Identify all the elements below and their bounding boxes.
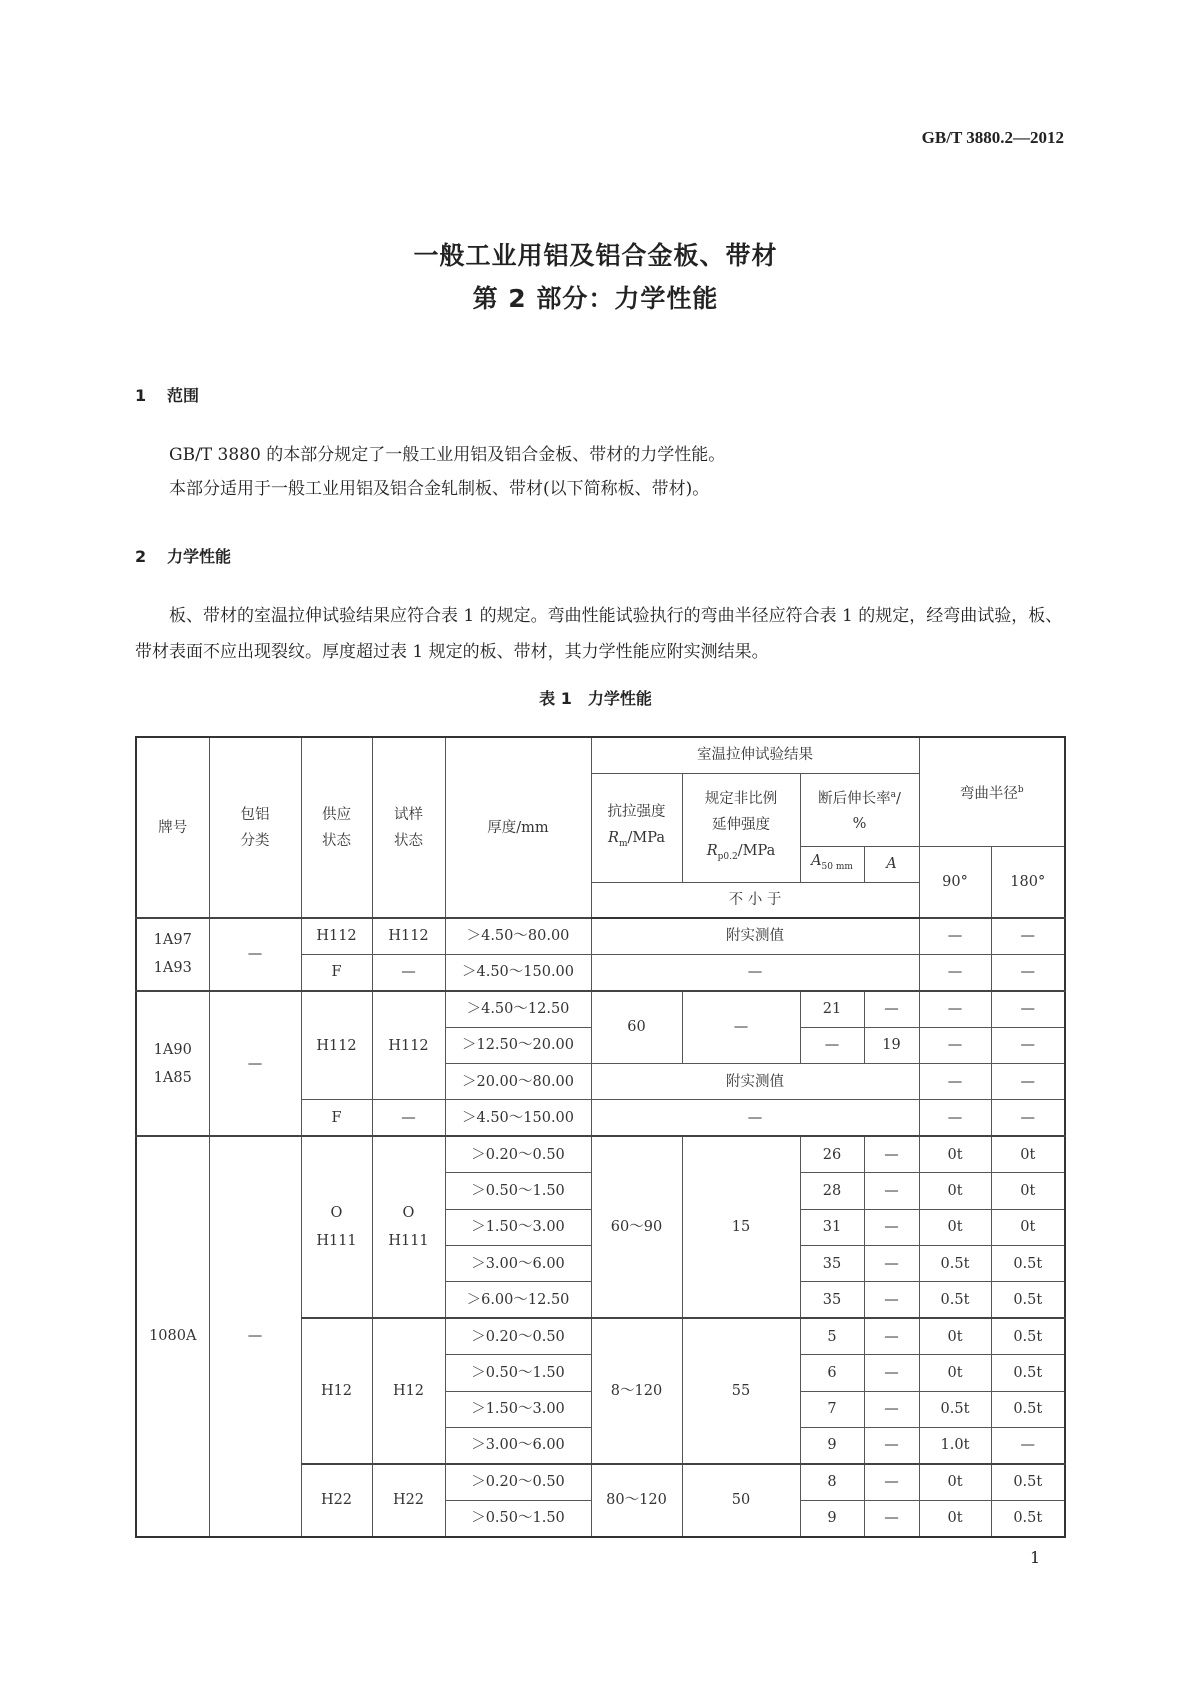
table-cell: 8 [800,1464,864,1500]
table-cell: F [301,954,372,990]
mechanical-properties-table [135,736,1066,1538]
table-cell: ＞0.50～1.50 [445,1500,591,1536]
table-cell: 0t [991,1209,1065,1245]
table-number: 表 1 [539,689,572,708]
header-specimen-temper: 试样 状态 [372,737,445,918]
table-cell: 50 [682,1464,800,1537]
header-tensile-results: 室温拉伸试验结果 [591,737,919,773]
header-supply-temper: 供应 状态 [301,737,372,918]
table-cell: 35 [800,1282,864,1318]
table-cell: H12 [372,1318,445,1464]
table-cell: 1A90 1A85 [136,991,209,1137]
header-yield-strength [682,773,800,882]
table-cell: — [591,954,919,990]
document-subtitle: 第 2 部分：力学性能 [472,284,719,313]
table-cell: ＞0.50～1.50 [445,1173,591,1209]
table-cell: ＞0.20～0.50 [445,1136,591,1172]
table-cell: 28 [800,1173,864,1209]
table-cell: 8～120 [591,1318,682,1464]
table-cell: H112 [301,918,372,954]
table-cell: — [864,991,919,1027]
table-cell: 0t [919,1500,991,1536]
table-cell: 0t [919,1464,991,1500]
section-number: 1 [135,386,147,405]
table-cell: 35 [800,1246,864,1282]
table-cell: 26 [800,1136,864,1172]
table-row [136,918,1065,954]
table-cell: H112 [372,918,445,954]
rp-symbol: R [706,842,718,859]
table-cell: 60 [591,991,682,1064]
table-cell: 60～90 [591,1136,682,1318]
table-cell: 0t [919,1136,991,1172]
rp-subscript: p0.2 [717,851,738,862]
table-cell: 0.5t [919,1391,991,1427]
section-heading-mechanical [135,544,231,567]
table-cell: ＞0.20～0.50 [445,1318,591,1354]
table-cell: 0.5t [991,1282,1065,1318]
table-cell: 0t [919,1173,991,1209]
table-cell: ＞0.20～0.50 [445,1464,591,1500]
table-cell: — [919,991,991,1027]
table-cell: — [864,1246,919,1282]
page-number: 1 [1030,1548,1041,1567]
table-cell: 0.5t [919,1282,991,1318]
table-title: 力学性能 [587,689,652,708]
table-cell: 附实测值 [591,1064,919,1100]
table-cell: ＞3.00～6.00 [445,1246,591,1282]
table-cell: — [919,918,991,954]
table-cell: ＞0.50～1.50 [445,1355,591,1391]
table-cell: — [864,1209,919,1245]
table-cell: 0.5t [991,1391,1065,1427]
table-cell: H22 [372,1464,445,1537]
table-cell: — [864,1427,919,1463]
table-cell: H12 [301,1318,372,1464]
table-cell: — [991,1427,1065,1463]
table-cell: — [864,1500,919,1536]
document-title: 一般工业用铝及铝合金板、带材 [413,241,778,270]
table-cell: — [991,1100,1065,1136]
table-cell: O H111 [372,1136,445,1318]
table-cell: 9 [800,1427,864,1463]
table-cell: 0t [919,1318,991,1354]
table-cell: 1.0t [919,1427,991,1463]
a50-subscript: 50 mm [821,861,853,872]
elong-unit: / % [852,790,901,833]
table-row [136,1136,1065,1172]
header-grade: 牌号 [136,737,209,918]
table-cell: 1A97 1A93 [136,918,209,991]
table-cell: H112 [301,991,372,1100]
section-heading-scope [135,383,199,406]
footnote-a: a [890,789,896,800]
rm-symbol: R [608,829,619,846]
table-cell: ＞4.50～150.00 [445,1100,591,1136]
table-cell: 15 [682,1136,800,1318]
table-cell: — [209,1136,301,1536]
table-cell: 9 [800,1500,864,1536]
table-cell: ＞1.50～3.00 [445,1209,591,1245]
table-cell: 0.5t [991,1318,1065,1354]
table-cell: ＞4.50～12.50 [445,991,591,1027]
rp-unit: /MPa [737,842,776,859]
table-cell: 0.5t [991,1464,1065,1500]
table-cell: — [864,1464,919,1500]
table-cell: — [682,991,800,1064]
table-cell: — [372,954,445,990]
table-cell: ＞6.00～12.50 [445,1282,591,1318]
paragraph: 板、带材的室温拉伸试验结果应符合表 1 的规定。弯曲性能试验执行的弯曲半径应符合表 1 的规定，经弯曲试验，板、带材表面不应出现裂纹。厚度超过表 1 规定的板、带材，其力学性能应附实测结果。 [135,606,1063,662]
rp-label: 规定非比例 延伸强度 [704,790,778,833]
table-cell: 1080A [136,1136,209,1536]
table-cell: — [864,1173,919,1209]
table-cell: ＞1.50～3.00 [445,1391,591,1427]
table-cell: — [864,1136,919,1172]
table-cell: O H111 [301,1136,372,1318]
table-cell: — [209,918,301,991]
table-cell: 0.5t [919,1246,991,1282]
section-title: 力学性能 [167,547,232,566]
table-cell: — [864,1391,919,1427]
table-cell: — [919,1100,991,1136]
section-number: 2 [135,547,147,566]
standard-code: GB/T 3880.2—2012 [921,128,1064,147]
table-cell: 80～120 [591,1464,682,1537]
bend-label: 弯曲半径 [959,785,1018,802]
a-symbol: A [886,856,897,872]
table-cell: 0t [991,1136,1065,1172]
rm-label: 抗拉强度 [607,803,666,820]
table-cell: — [864,1355,919,1391]
table-cell: — [864,1282,919,1318]
header-thickness: 厚度/mm [445,737,591,918]
footnote-b: b [1017,784,1024,795]
table-cell: 55 [682,1318,800,1464]
table-cell: 21 [800,991,864,1027]
section-title: 范围 [167,386,200,405]
header-tensile-strength [591,773,682,882]
header-180deg: 180° [991,846,1065,918]
table-cell: 0t [919,1355,991,1391]
table-cell: — [800,1027,864,1063]
table-cell: — [991,1064,1065,1100]
table-cell: — [372,1100,445,1136]
table-cell: — [919,1027,991,1063]
table-cell: H22 [301,1464,372,1537]
table-cell: — [991,918,1065,954]
table-cell: 7 [800,1391,864,1427]
header-min-note: 不 小 于 [591,882,919,918]
table-cell: — [919,1064,991,1100]
table-cell: 附实测值 [591,918,919,954]
table-cell: — [991,991,1065,1027]
rm-subscript: m [618,838,628,849]
paragraph: 本部分适用于一般工业用铝及铝合金轧制板、带材(以下简称板、带材)。 [169,479,710,499]
table-cell: — [209,991,301,1137]
table-cell: 0.5t [991,1500,1065,1536]
table-cell: — [991,1027,1065,1063]
header-a [864,846,919,882]
table-cell: — [591,1100,919,1136]
header-elongation [800,773,919,846]
a50-symbol: A [811,853,822,870]
header-cladding: 包铝 分类 [209,737,301,918]
table-cell: ＞4.50～150.00 [445,954,591,990]
table-cell: H112 [372,991,445,1100]
table-cell: 19 [864,1027,919,1063]
table-caption [0,686,1191,709]
table-cell: ＞4.50～80.00 [445,918,591,954]
table-cell: 0t [919,1209,991,1245]
table-cell: — [991,954,1065,990]
table-cell: — [919,954,991,990]
table-cell: 0t [991,1173,1065,1209]
header-90deg: 90° [919,846,991,918]
table-cell: 6 [800,1355,864,1391]
table-cell: F [301,1100,372,1136]
table-cell: 31 [800,1209,864,1245]
table-body [136,918,1065,1537]
table-row [136,991,1065,1027]
table-cell: 0.5t [991,1246,1065,1282]
table-cell: ＞12.50～20.00 [445,1027,591,1063]
table-cell: — [864,1318,919,1354]
paragraph: GB/T 3880 的本部分规定了一般工业用铝及铝合金板、带材的力学性能。 [169,445,726,465]
table-cell: 0.5t [991,1355,1065,1391]
table-cell: ＞20.00～80.00 [445,1064,591,1100]
elong-label: 断后伸长率 [818,790,891,807]
table-cell: ＞3.00～6.00 [445,1427,591,1463]
header-a50 [800,846,864,882]
header-bend-radius [919,737,1065,846]
table-cell: 5 [800,1318,864,1354]
rm-unit: /MPa [627,829,665,846]
